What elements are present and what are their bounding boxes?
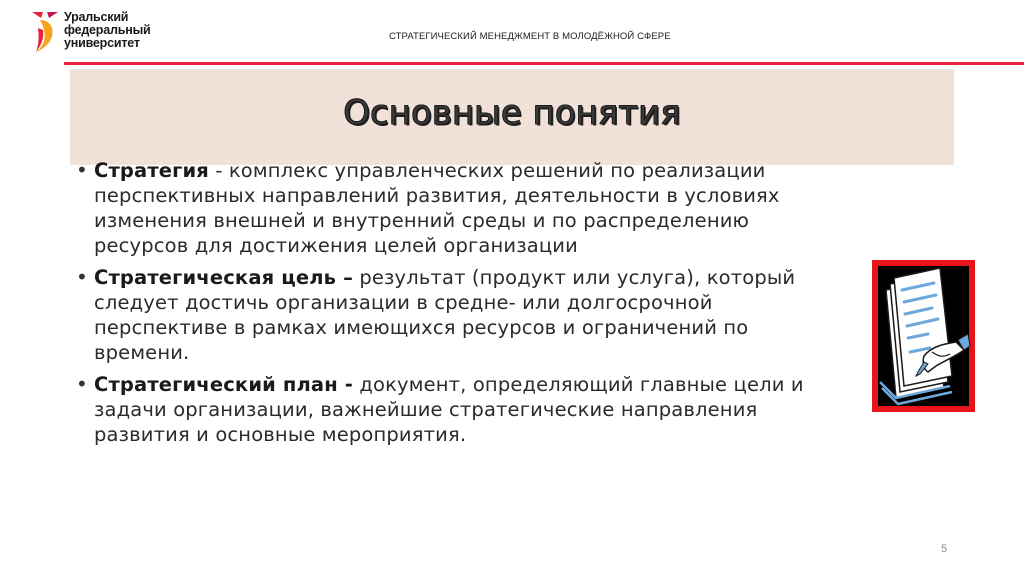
university-name: [64, 11, 151, 50]
title-band: [70, 69, 954, 165]
term-definition: документ, определяющий главные цели и задачи организации, важнейшие стратегические направления развития и основные мероприятия.: [94, 373, 804, 446]
urfu-emblem-icon: [30, 10, 60, 54]
logo-line-2: федеральный: [64, 23, 151, 37]
definitions-list: [74, 158, 844, 454]
term-definition: - комплекс управленческих решений по реализации перспективных направлений развития, деятельности в условиях изменения внешней и внутренний среды и по распределению ресурсов для достижения целей организации: [94, 159, 780, 257]
course-caption: СТРАТЕГИЧЕСКИЙ МЕНЕДЖМЕНТ В МОЛОДЁЖНОЙ СФЕРЕ: [389, 31, 671, 42]
list-item-text: [94, 372, 844, 447]
term-label: Стратегия: [94, 159, 209, 182]
term-definition: результат (продукт или услуга), который следует достичь организации в средне- или долгосрочной перспективе в рамках имеющихся ресурсов и ограничений по времени.: [94, 266, 796, 364]
list-item: [74, 372, 844, 447]
bullet-icon: •: [76, 158, 88, 182]
list-item-text: [94, 158, 844, 258]
logo-line-3: университет: [64, 36, 140, 50]
term-label: Стратегическая цель –: [94, 266, 353, 289]
slide-title: Основные понятия: [343, 93, 681, 133]
logo-line-1: Уральский: [64, 10, 129, 24]
term-label: Стратегический план -: [94, 373, 354, 396]
list-item: [74, 158, 844, 258]
document-signing-icon: [872, 260, 975, 412]
university-logo: [30, 10, 170, 56]
page-number: 5: [940, 543, 948, 555]
list-item: [74, 265, 844, 365]
bullet-icon: •: [76, 372, 88, 396]
header-divider: [64, 62, 1024, 65]
bullet-icon: •: [76, 265, 88, 289]
list-item-text: [94, 265, 844, 365]
